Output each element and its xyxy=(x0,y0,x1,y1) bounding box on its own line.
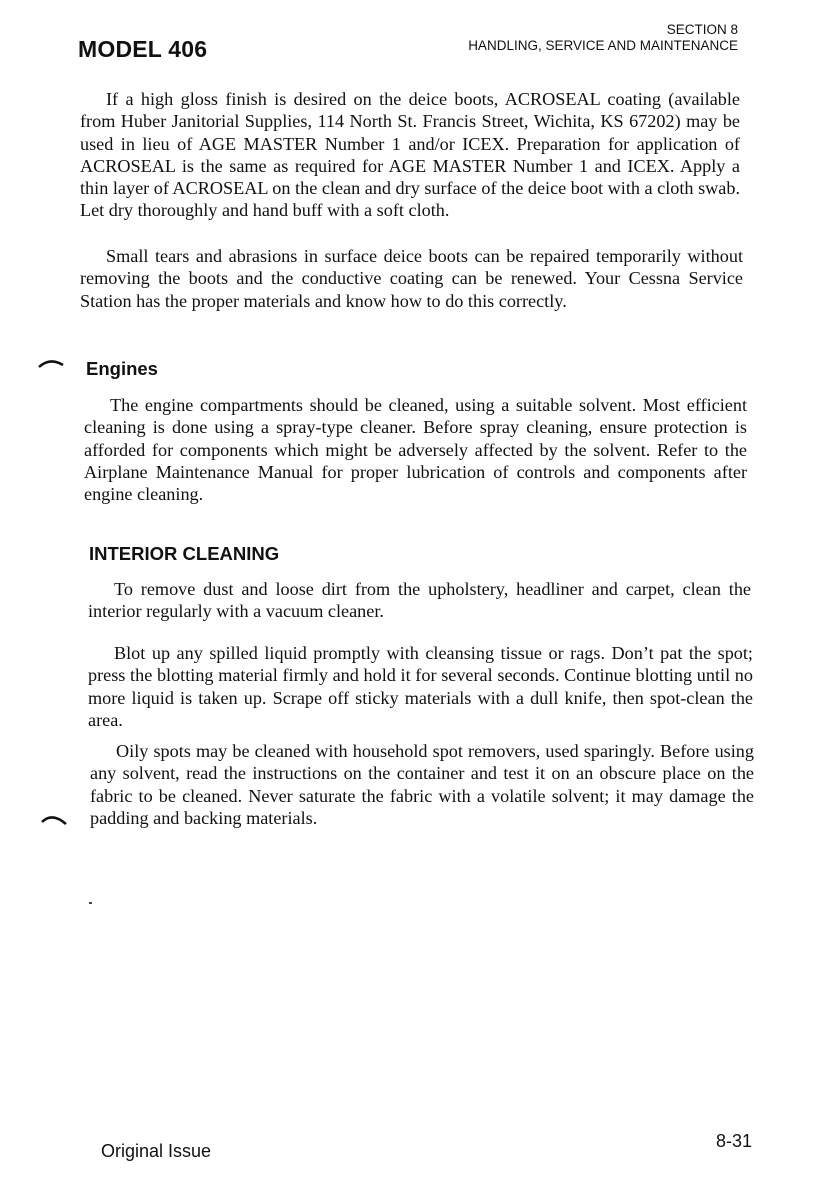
section-number: SECTION 8 xyxy=(666,22,738,37)
paragraph-engines: The engine compartments should be cleaned, using a suitable solvent. Most efficient cleaning is done using a spray-type cleaner. Before spray cleaning, ensure protection is afforded for components which might be adversely affected by the solvent. Refer to the Airplane Maintenance Manual for proper lubrication of controls and components after engine cleaning. xyxy=(84,395,747,505)
paragraph-acroseal: If a high gloss finish is desired on the deice boots, ACROSEAL coating (available from Huber Janitorial Supplies, 114 North St. Francis Street, Wichita, KS 67202) may be used in lieu of AGE MASTER Number 1 and/or ICEX. Preparation for application of ACROSEAL is the same as required for AGE MASTER Number 1 and ICEX. Apply a thin layer of ACROSEAL on the clean and dry surface of the deice boot with a cloth swab. Let dry thoroughly and hand buff with a soft cloth. xyxy=(80,89,740,221)
paragraph-oily-spots: Oily spots may be cleaned with household spot removers, used sparingly. Before using any solvent, read the instructions on the container and test it on an obscure place on the fabric to be cleaned. Never saturate the fabric with a volatile solvent; it may damage the padding and backing materials. xyxy=(90,741,754,828)
paragraph-tears: Small tears and abrasions in surface deice boots can be repaired temporarily without removing the boots and the conductive coating can be renewed. Your Cessna Service Station has the proper materials and know how to do this correctly. xyxy=(80,246,743,311)
model-title: MODEL 406 xyxy=(78,36,208,62)
revision-mark-icon xyxy=(36,353,66,373)
revision-mark-icon xyxy=(38,808,72,828)
footer-issue: Original Issue xyxy=(101,1141,212,1161)
section-title: HANDLING, SERVICE AND MAINTENANCE xyxy=(468,38,738,53)
engines-heading: Engines xyxy=(86,358,158,379)
section-header xyxy=(468,22,738,54)
page-number: 8-31 xyxy=(715,1131,752,1151)
stray-mark xyxy=(89,902,92,904)
interior-cleaning-heading: INTERIOR CLEANING xyxy=(89,543,280,564)
paragraph-blot: Blot up any spilled liquid promptly with cleansing tissue or rags. Don’t pat the spot; press the blotting material firmly and hold it for several seconds. Continue blotting until no more liquid is taken up. Scrape off sticky materials with a dull knife, then spot-clean the area. xyxy=(88,643,753,730)
paragraph-dust: To remove dust and loose dirt from the upholstery, headliner and carpet, clean the interior regularly with a vacuum cleaner. xyxy=(88,579,751,622)
